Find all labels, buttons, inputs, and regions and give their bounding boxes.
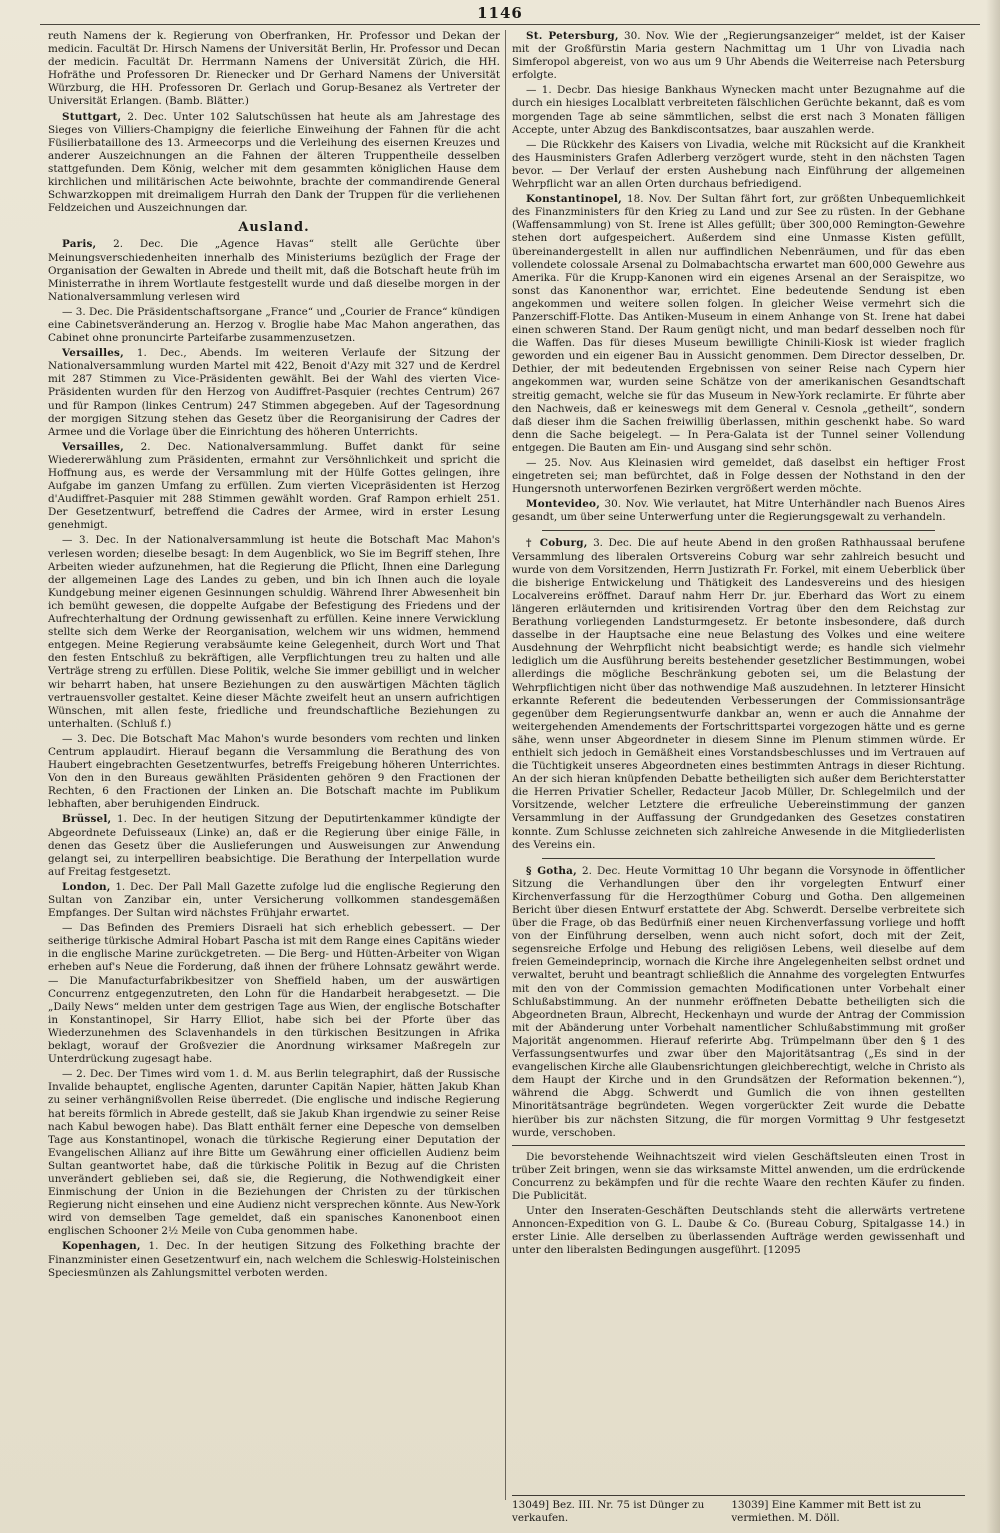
article-text: 3. Dec. Die auf heute Abend in den großen Rathhaussaal berufene Versammlung des liberalen Ortsvereins Coburg war sehr zahlreich besucht und wurde von dem Vorsitzenden, Herrn Justizrath Fr. Forkel, mit einem Ueberblick über die bisherige Entwickelung und Thätigkeit des Landesvereins und des hiesigen Localvereins eröffnet. Darauf nahm Herr Dr. jur. Eberhard das Wort zu einem längeren erläuternden und kritisirenden Vortrag über den dem Reichstag zur Berathung vorliegenden Landsturmgesetz. Er betonte insbesondere, daß durch dasselbe in der Hauptsache eine neue Belastung des Volkes und eine weitere Ausdehnung der Wehrpflicht nicht beabsichtigt werde; es handle sich vielmehr lediglich um die Ausführung bereits bestehender gesetzlicher Bestimmungen, wobei allerdings die mögliche Beschränkung geboten sei, um die Belastung der Wehrpflichtigen nicht über das nothwendige Maß auszudehnen. In letzterer Hinsicht erkannte Referent die bedeutenden Verbesserungen der Commissionsanträge gegenüber dem Regierungsentwurfe dankbar an, wenn er auch die Annahme der weitergehenden Amendements der Fortschrittspartei vorgezogen hätte und es gerne sähe, wenn unser Abgeordneter in diesem Sinne im Plenum stimmen würde. Er enthielt sich jedoch in Gemäßheit eines Vorstandsbeschlusses und im Vertrauen auf die Tüchtigkeit unseres Abgeordneten eines bestimmten Antrags in dieser Richtung. An der sich hieran knüpfenden Debatte betheiligten sich außer dem Berichterstatter die Herren Privatier Scheller, Redacteur Jacob Müller, Dr. Schlegelmilch und der Vorsitzende, welcher Letztere die erfreuliche Uebereinstimmung der ganzen Versammlung in der Auffassung der Grundgedanken des Gesetzes constatiren konnte. Zum Schlusse zeichneten sich zahlreiche Anwesende in die Mitgliederlisten des Vereins ein. (512, 537, 965, 851)
advert-publicitaet: Die bevorstehende Weihnachtszeit wird vielen Geschäftsleuten einen Trost in trüber Zeit bringen, wenn sie das wirksamste Mittel anwenden, um die erdrückende Concurrenz zu bekämpfen und für die rechte Waare den rechten Käufer zu finden. Die Publicität. (512, 1150, 965, 1202)
article-paragraph: — 2. Dec. Der Times wird vom 1. d. M. aus Berlin telegraphirt, daß der Russische Invalide behauptet, englische Agenten, darunter Capitän Napier, hätten Jakub Khan zu seiner verhängnißvollen Reise überredet. (Die englische und indische Regierung hat bereits förmlich in Abrede gestellt, daß sie Jakub Khan irgendwie zu seiner Reise nach Kabul bewogen habe). Das Blatt enthält ferner eine Depesche von demselben Tage aus Konstantinopel, wonach die türkische Regierung einer Deputation der Evangelischen Allianz auf ihre Bitte um Gewährung einer officiellen Audienz beim Sultan geantwortet habe, daß die türkische Politik in Bezug auf die Christen unverändert geblieben sei, daß sie, die Regierung, die Nothwendigkeit einer Einmischung der Union in die Beziehungen der Christen zu der türkischen Regierung nicht einsehen und eine Audienz nicht versprechen könnte. Aus New-York wird von demselben Tage gemeldet, daß ein spanisches Kanonenboot einen englischen Schooner 2½ Meile von Cuba genommen habe. (48, 1068, 500, 1238)
dateline-place: Kopenhagen, (62, 1240, 141, 1253)
dateline-place: Brüssel, (62, 813, 112, 826)
classified-ads-row (512, 1495, 965, 1525)
article-kopenhagen (48, 1240, 500, 1279)
article-text: 2. Dec. Die „Agence Havas“ stellt alle Gerüchte über Meinungsverschiedenheiten innerhalb des Ministeriums bezüglich der Frage der Organisation der Gewalten in Abrede und theilt mit, daß die Botschaft heute früh im Ministerrathe in ihrem Wortlaute festgestellt wurde und daß dieselbe morgen in der Nationalversammlung verlesen wird (48, 238, 500, 303)
dateline-place: St. Petersburg, (526, 30, 619, 42)
article-paragraph: reuth Namens der k. Regierung von Oberfranken, Hr. Professor und Dekan der medicin. Facultät Dr. Hirsch Namens der Universität Berlin, Hr. Professor und Decan der medicin. Facultät Dr. Herrmann Namens der Universität Zürich, die HH. Hofräthe und Professoren Dr. Rienecker und Dr Gerhard Namens der Universität Würzburg, die HH. Professoren Dr. Gerlach und Gorup-Besanez als Vertreter der Universität Erlangen. (Bamb. Blätter.) (48, 30, 500, 108)
right-column (512, 30, 965, 1510)
article-versailles-1 (48, 347, 500, 439)
dateline-place: London, (62, 880, 111, 893)
article-text: 30. Nov. Wie verlautet, hat Mitre Unterhändler nach Buenos Aires gesandt, um über seine Unterwerfung unter die Regierungsgewalt zu verhandeln. (512, 498, 965, 524)
article-text: 1. Dec. In der heutigen Sitzung des Folkething brachte der Finanzminister einen Gesetzentwurf ein, nach welchem die Schleswig-Holsteinischen Speciesmünzen als Zahlungsmittel verboten werden. (48, 1240, 500, 1279)
advert-text: Unter den Inseraten-Geschäften Deutschlands steht die allerwärts vertretene Annoncen-Expedition von G. L. Daube & Co. (Bureau Coburg, Spitalgasse 14.) in erster Linie. Alle derselben zu überlassenden Aufträge werden gewissenhaft und unter den liberalsten Bedingungen ausgeführt. (512, 1205, 965, 1257)
separator-rule (512, 1145, 965, 1146)
article-montevideo (512, 498, 965, 524)
advert-number: [12095 (763, 1244, 801, 1257)
article-paragraph: — Das Befinden des Premiers Disraeli hat sich erheblich gebessert. — Der seitherige türkische Admiral Hobart Pascha ist mit dem Range eines Capitäns wieder in die englische Marine zurückgetreten. — Die Berg- und Hütten-Arbeiter von Wigan erheben auf's Neue die Forderung, daß ihnen der frühere Lohnsatz gewährt werde. — Die Manufacturfabrikbesitzer von Sheffield haben, um der auswärtigen Concurrenz entgegenzutreten, den Lohn für die Handarbeit herabgesetzt. — Die „Daily News“ melden unter dem gestrigen Tage aus Wien, der englische Botschafter in Konstantinopel, Sir Harry Elliot, habe sich bei der Pforte über das Wiederzunehmen des Sclavenhandels in den türkischen Besitzungen in Afrika beklagt, worauf der Großvezier die Anordnung wirksamer Maßregeln zur Unterdrückung zugesagt habe. (48, 922, 500, 1066)
dateline-place: Versailles, (62, 440, 124, 453)
dateline-place: Versailles, (62, 347, 124, 360)
article-konstantinopel (512, 193, 965, 455)
article-gotha (512, 865, 965, 1140)
article-coburg (512, 537, 965, 851)
classified-ad-duenger: 13049] Bez. III. Nr. 75 ist Dünger zu verkaufen. (512, 1499, 705, 1524)
advert-daube (512, 1205, 965, 1257)
article-bruessel (48, 813, 500, 878)
separator-rule (542, 530, 935, 531)
article-text: 2. Dec. Unter 102 Salutschüssen hat heute als am Jahrestage des Sieges von Villiers-Champigny die feierliche Einweihung der Fahnen für die acht Füsilierbataillone des 13. Armeecorps und die Verleihung des eisernen Kreuzes und anderer Auszeichnungen an die Fahnen der älteren Truppentheile desselben stattgefunden. Dem König, welcher mit dem gesammten königlichen Hause dem kirchlichen und militärischen Acte beiwohnte, brachte der commandirende General Schwarzkoppen mit dreimaligem Hurrah den Dank der Truppen für die verliehenen Feldzeichen und Auszeichnungen dar. (48, 110, 500, 215)
dateline-place: Konstantinopel, (526, 193, 622, 206)
article-text: 2. Dec. Nationalversammlung. Buffet dankt für seine Wiedererwählung zum Präsidenten, ermahnt zur Versöhnlichkeit und spricht die Hoffnung aus, es werde der Versammlung mit der Hülfe Gottes gelingen, ihre Aufgabe im ganzen Umfang zu erfüllen. Zum vierten Vicepräsidenten ist Herzog d'Audiffret-Pasquier mit 288 Stimmen gewählt worden. Graf Rampon erhielt 251. Der Gesetzentwurf, betreffend die Cadres der Armee, wird in erster Lesung genehmigt. (48, 440, 500, 532)
article-paragraph: — 3. Dec. Die Botschaft Mac Mahon's wurde besonders vom rechten und linken Centrum applaudirt. Hierauf begann die Versammlung die Berathung des von Haubert eingebrachten Gesetzentwurfes, betreffs Freigebung höheren Unterrichtes. Von den in den Bureaus gewählten Präsidenten gehören 9 den Fractionen der Rechten, 6 den Fractionen der Linken an. Die Botschaft machte im Publikum lebhaften, aber beruhigenden Eindruck. (48, 732, 500, 811)
article-text: 2. Dec. Heute Vormittag 10 Uhr begann die Vorsynode in öffentlicher Sitzung die Verhandlungen über den ihr vorgelegten Entwurf einer Kirchenverfassung für die Herzogthümer Coburg und Gotha. Den allgemeinen Bericht über diesen Entwurf erstattete der Abg. Schwerdt. Derselbe verbreitete sich über die Frage, ob das Bedürfniß einer neuen Kirchenverfassung vorliege und hofft von der Einführung derselben, wenn auch nicht sofort, doch mit der Zeit, segensreiche Erfolge und Hebung des religiösen Lebens, weil dieselbe auf dem freien Gemeindeprincip, wornach die Kirche ihre Angelegenheiten selbst ordnet und verwaltet, beruht und beantragt schließlich die Annahme des vorgelegten Entwurfes mit den von der Commission gemachten Modificationen unter Vorbehalt einer Schlußabstimmung. An der nunmehr eröffneten Debatte betheiligten sich die Abgeordneten Braun, Albrecht, Heckenhayn und wurde der Antrag der Commission mit der Abänderung unter Vorbehalt namentlicher Schlußabstimmung mit großer Majorität angenommen. Hierauf referirte Abg. Trümpelmann über den § 1 des Verfassungsentwurfes und zwar über den Majoritätsantrag („Es sind in der evangelischen Kirche alle Glaubensrichtungen gleichberechtigt, welche in Christo als dem Haupt der Kirche und in den Grundsätzen der Reformation bekennen.“), während die Abgg. Schwerdt und Gumlich die von ihnen gestellten Minoritätsanträge begründeten. Wegen vorgerückter Zeit wurde die Debatte hierüber bis zur nächsten Sitzung, die für morgen Vormittag 9 Uhr festgesetzt wurde, verschoben. (512, 864, 965, 1139)
dateline-place: § Gotha, (526, 864, 577, 877)
section-heading-ausland: Ausland. (238, 220, 310, 236)
separator-rule (542, 858, 935, 859)
article-stuttgart (48, 111, 500, 216)
column-divider (505, 30, 506, 1500)
article-paris (48, 238, 500, 303)
classified-ad-kammer: 13039] Eine Kammer mit Bett ist zu vermiethen. M. Döll. (731, 1499, 922, 1524)
article-text: 30. Nov. Wie der „Regierungsanzeiger“ meldet, ist der Kaiser mit der Großfürstin Maria gestern Nachmittag um 1 Uhr von Livadia nach Simferopol abgereist, von wo aus um 9 Uhr Abends die Weiterreise nach Petersburg erfolgte. (512, 30, 965, 82)
dateline-place: Paris, (62, 238, 97, 251)
left-column (48, 30, 500, 1530)
article-paragraph: — Die Rückkehr des Kaisers von Livadia, welche mit Rücksicht auf die Krankheit des Hausministers Grafen Adlerberg verzögert wurde, steht in den nächsten Tagen bevor. — Der Verlauf der ersten Aushebung nach Einführung der allgemeinen Wehrpflicht war an allen Orten durchaus befriedigend. (512, 138, 965, 191)
dateline-place: † Coburg, (526, 537, 588, 550)
dateline-place: Stuttgart, (62, 110, 122, 123)
page-number: 1146 (477, 4, 523, 22)
header-rule (40, 24, 980, 25)
article-paragraph: — 3. Dec. Die Präsidentschaftsorgane „France“ und „Courier de France“ kündigen eine Cabinetsveränderung an. Herzog v. Broglie habe Mac Mahon angerathen, das Cabinet ohne pronuncirte Parteifarbe zusammenzusetzen. (48, 305, 500, 345)
scan-edge-shadow (986, 0, 1000, 1533)
article-paragraph: — 1. Decbr. Das hiesige Bankhaus Wynecken macht unter Bezugnahme auf die durch ein hiesiges Localblatt verbreiteten fälschlichen Gerüchte bekannt, daß es vom morgenden Tage ab seine sämmtlichen, selbst die erst nach 3 Monaten fälligen Accepte, unter Abzug des Bankdiscontsatzes, baar auszahlen werde. (512, 84, 965, 136)
article-text: 18. Nov. Der Sultan fährt fort, zur größten Unbequemlichkeit des Finanzministers für den Krieg zu Land und zur See zu rüsten. In der Gebhane (Waffensammlung) von St. Irene ist Alles gefüllt; über 300,000 Remington-Gewehre stehen dort aufgespeichert. Außerdem sind eine Unmasse Kisten gefüllt, übereinandergestellt in allen nur auffindlichen Nebenräumen, und für das eben vollendete colossale Arsenal zu Dolmabachtscha erwartet man 600,000 Gewehre aus Amerika. Für die Krupp-Kanonen wird ein eigenes Arsenal an der Seraispitze, wo sonst das Kanonenthor war, errichtet. Eine bedeutende Sendung ist eben angekommen und weitere sollen folgen. In gleicher Weise vermehrt sich die Panzerschiff-Flotte. Das Antiken-Museum in einem Anhange von St. Irene hat dabei einen schweren Stand. Der Raum genügt nicht, und man bedarf desselben noch für die Waffen. Das für dieses Museum bewilligte Chinili-Kiosk ist wieder fraglich geworden und ein eigener Bau in Aussicht genommen. Dem Director desselben, Dr. Dethier, der mit bedeutenden Ergebnissen von seiner Reise nach Cypern hier angekommen war, wurden seine Schätze von der amerikanischen Gesandtschaft streitig gemacht, welche sie für das Museum in New-York reclamirte. Er führte aber den Nachweis, daß er keineswegs mit dem General v. Cesnola „getheilt“, sondern daß dieser ihm die Sachen freiwillig überlassen, mithin geschenkt habe. So ward denn die Sache beigelegt. — In Pera-Galata ist der Tunnel seiner Vollendung entgegen. Die Bauten am Ein- und Ausgang sind sehr schön. (512, 193, 965, 454)
article-versailles-2 (48, 441, 500, 533)
article-text: 1. Dec., Abends. Im weiteren Verlaufe der Sitzung der Nationalversammlung wurden Martel mit 422, Benoit d'Azy mit 327 und de Kerdrel mit 287 Stimmen zu Vice-Präsidenten gewählt. Bei der Wahl des vierten Vice-Präsidenten wurden für den Herzog von Audiffret-Pasquier (rechtes Centrum) 267 und für Rampon (linkes Centrum) 247 Stimmen abgegeben. Auf der Tagesordnung der morgigen Sitzung stehen das Gesetz über die Reorganisirung der Cadres der Armee und die Vorlage über die Einrichtung des höheren Unterrichts. (48, 347, 500, 438)
article-paragraph: — 25. Nov. Aus Kleinasien wird gemeldet, daß daselbst ein heftiger Frost eingetreten sei; man befürchtet, daß in Folge dessen der Nothstand in den der Hungersnoth unterworfenen Bezirken vergrößert werden möchte. (512, 457, 965, 496)
article-text: 1. Dec. Der Pall Mall Gazette zufolge lud die englische Regierung den Sultan von Zanzibar ein, unter Versicherung vollkommen standesgemäßen Empfanges. Der Sultan wird nächstes Frühjahr erwartet. (48, 880, 500, 920)
article-paragraph: — 3. Dec. In der Nationalversammlung ist heute die Botschaft Mac Mahon's verlesen worden; dieselbe besagt: In dem Augenblick, wo Sie im Begriff stehen, Ihre Arbeiten wieder aufzunehmen, hat die Regierung die Pflicht, Ihnen eine Darlegung der allgemeinen Lage des Landes zu geben, und bin ich Ihnen auch die loyale Kundgebung meiner eigenen Gesinnungen schuldig. Während Ihrer Abwesenheit bin ich bemüht gewesen, die doppelte Aufgabe der Befestigung des Friedens und der Aufrechterhaltung der Ordnung gewissenhaft zu erfüllen. Keine innere Verwicklung stellte sich dem Werke der Reorganisation, welchem wir uns widmen, hemmend entgegen. Meine Regierung verabsäumte keine Gelegenheit, durch Wort und That den festen Entschluß zu bekräftigen, alle Verpflichtungen treu zu halten und alle Verträge streng zu erfüllen. Diese Politik, welche Sie immer gebilligt und in welcher wir beharrt haben, hat unsere Beziehungen zu den auswärtigen Mächten täglich vertrauensvoller gestaltet. Keine dieser Mächte zweifelt heut an unsern aufrichtigen Wünschen, mit allen feste, friedliche und freundschaftliche Beziehungen zu unterhalten. (Schluß f.) (48, 534, 500, 730)
dateline-place: Montevideo, (526, 498, 601, 511)
article-london (48, 881, 500, 920)
article-text: 1. Dec. In der heutigen Sitzung der Deputirtenkammer kündigte der Abgeordnete Defuisseaux (Linke) an, daß er die Regierung über einige Fälle, in denen das Gesetz über die Auslieferungen und Ausweisungen zur Anwendung gelangt sei, zu interpelliren beabsichtige. Die Berathung der Interpellation wurde auf Freitag festgesetzt. (48, 813, 500, 878)
article-petersburg (512, 30, 965, 82)
